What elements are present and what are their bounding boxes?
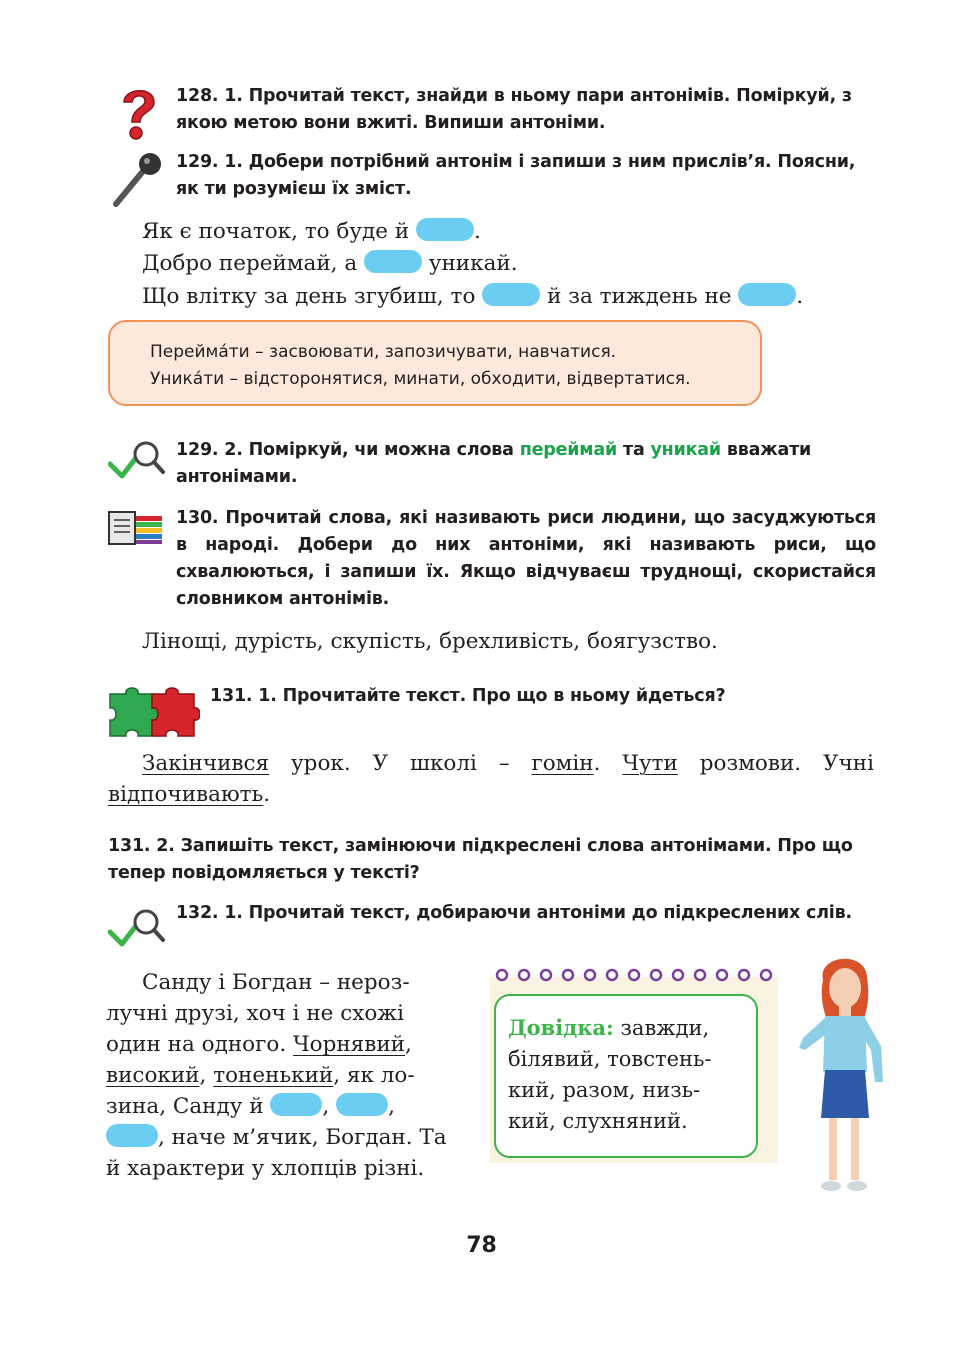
text-line: й характери у хлопців різні. [106, 1156, 425, 1181]
reference-line-2: білявий, товстень- [508, 1047, 712, 1071]
text-line: Санду і Богдан – нероз- [142, 970, 410, 995]
traits-list: Лінощі, дурість, скупість, брехливість, боягузство. [142, 629, 718, 654]
page-number: 78 [466, 1233, 497, 1258]
text-fragment: один на одного. [106, 1032, 287, 1057]
text-line [106, 1029, 468, 1060]
reference-line-1: завжди, [620, 1016, 710, 1040]
proverb-3-mid: й за тиждень не [547, 284, 732, 309]
answer-gap [270, 1093, 322, 1116]
reference-line-3: кий, разом, низь- [508, 1078, 701, 1102]
task-131-1: 131. 1. Прочитайте текст. Про що в ньому йдеться? [210, 686, 726, 706]
magnifier-check-icon [108, 906, 166, 950]
text-132 [106, 967, 468, 1184]
reference-label: Довідка: [508, 1015, 614, 1040]
magnifier-check-icon [108, 438, 166, 482]
microphone-icon [110, 150, 162, 208]
text-131 [108, 748, 874, 810]
underlined-word: гомін [531, 751, 594, 776]
proverb-3-end: . [796, 284, 804, 309]
proverb-2-end: уникай. [428, 251, 518, 276]
task-128-1: 128. 1. Прочитай текст, знайди в ньому пари антонімів. Поміркуй, з якою метою вони вжиті. Випиши антоніми. [176, 86, 852, 133]
proverb-2-text: Добро переймай, а [142, 251, 358, 276]
proverb-1 [142, 216, 481, 247]
text-fragment: , наче м’ячик, Богдан. Та [158, 1125, 447, 1150]
underlined-word: високий [106, 1063, 200, 1088]
underlined-word: Чути [622, 751, 678, 776]
text-fragment: зина, Санду й [106, 1094, 264, 1119]
word-unykai: уникай [650, 440, 721, 460]
answer-gap [738, 283, 796, 306]
answer-gap [416, 218, 474, 241]
underlined-word: Чорнявий [293, 1032, 405, 1057]
definitions-box [108, 320, 762, 406]
task-129-2-b: та [623, 440, 645, 460]
text-fragment: урок. У школі – [269, 751, 532, 776]
task-131-2: 131. 2. Запишіть текст, замінюючи підкреслені слова антонімами. Про що тепер повідомляється у тексті? [108, 836, 853, 883]
girl-illustration [795, 950, 895, 1200]
text-fragment: , [199, 1063, 207, 1088]
definition-pereimaty: Перейма́ти – засвоювати, запозичувати, навчатися. [150, 342, 617, 362]
text-fragment: . [263, 782, 271, 807]
task-130: 130. Прочитай слова, які називають риси людини, що засуджуються в народі. Добери до них антоніми, які називають риси, що схвалюються, і запиши їх. Якщо відчуваєш труднощі, скористайся словником антонімів. [176, 508, 876, 609]
reference-box [494, 994, 758, 1158]
answer-gap [364, 250, 422, 273]
puzzle-icon [106, 684, 200, 740]
underlined-word: відпочивають [108, 782, 264, 807]
text-fragment: , [322, 1094, 330, 1119]
text-fragment: . [593, 751, 623, 776]
text-line: лучні друзі, хоч і не схожі [106, 1001, 404, 1026]
task-129-2 [176, 437, 876, 491]
task-129-1: 129. 1. Добери потрібний антонім і запиши з ним прислів’я. Поясни, як ти розумієш їх зміст. [176, 152, 856, 199]
text-fragment: , [405, 1032, 412, 1057]
answer-gap [106, 1124, 158, 1147]
task-129-2-a: 129. 2. Поміркуй, чи можна слова [176, 440, 514, 460]
task-132-1: 132. 1. Прочитай текст, добираючи антоніми до підкреслених слів. [176, 903, 852, 923]
proverb-1-text: Як є початок, то буде й [142, 219, 410, 244]
proverb-3-text: Що влітку за день згубиш, то [142, 284, 476, 309]
task-129-2-c: вважати антонімами. [176, 440, 812, 487]
underlined-word: тоненький [213, 1063, 334, 1088]
text-fragment: , [388, 1094, 395, 1119]
text-fragment: , як ло- [333, 1063, 415, 1088]
underlined-word: Закінчився [142, 751, 270, 776]
word-pereimai: переймай [519, 440, 618, 460]
answer-gap [482, 283, 540, 306]
text-line [106, 1122, 468, 1153]
text-line [106, 1091, 468, 1122]
question-mark-icon [112, 84, 164, 142]
proverb-1-end: . [474, 219, 481, 244]
text-line [106, 1060, 468, 1091]
answer-gap [336, 1093, 388, 1116]
reference-line-4: кий, слухняний. [508, 1109, 688, 1133]
proverb-3 [142, 281, 803, 312]
definition-unykaty: Уника́ти – відсторонятися, минати, обходити, відвертатися. [150, 369, 691, 389]
books-icon [108, 510, 164, 546]
text-fragment: розмови. Учні [677, 751, 874, 776]
proverb-2 [142, 248, 518, 279]
